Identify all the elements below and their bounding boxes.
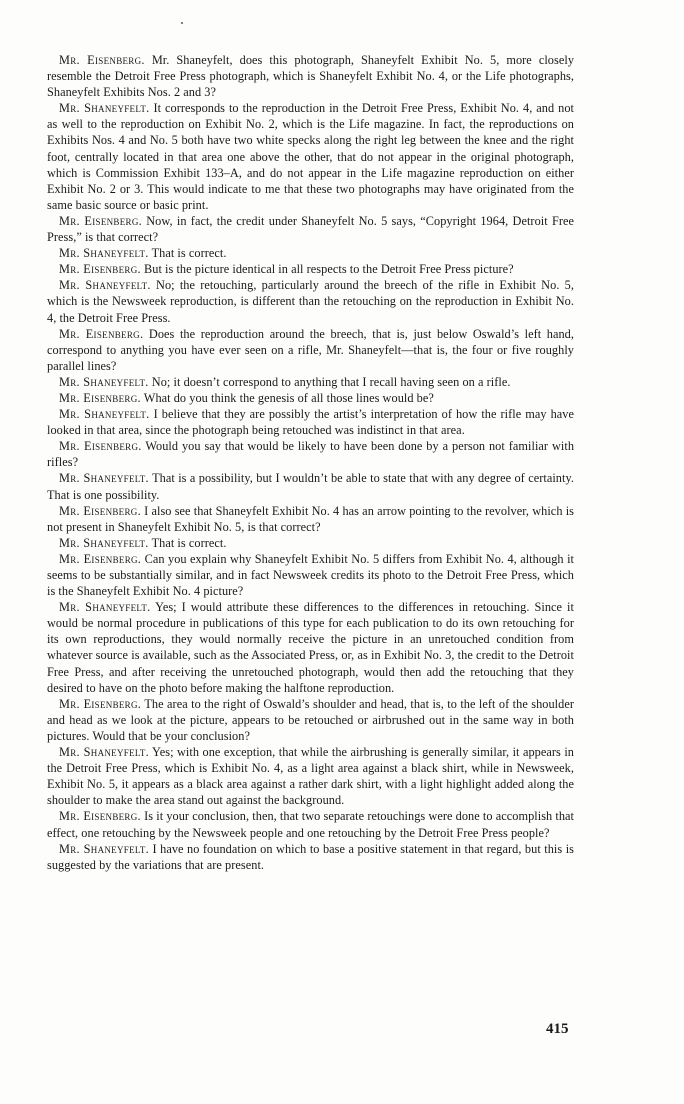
- speaker-name: Mr. Shaneyfelt.: [59, 535, 149, 550]
- paragraph-text: That is correct.: [151, 246, 227, 261]
- speaker-name: Mr. Eisenberg.: [59, 503, 141, 518]
- testimony-paragraph: [47, 535, 574, 551]
- paragraph-text: Is it your conclusion, then, that two separate retouchings were done to accomplish that effect, one retouching by the Newsweek people and one retouching by the Detroit Free Press people?: [47, 809, 575, 840]
- paragraph-text: But is the picture identical in all respects to the Detroit Free Press picture?: [144, 262, 514, 277]
- paragraph-text: Can you explain why Shaneyfelt Exhibit No. 5 differs from Exhibit No. 4, although it seems to be substantially similar, and in fact Newsweek credits its photo to the Detroit Free Press, which is the Shaneyfelt Exhibit No. 4 picture?: [47, 551, 574, 599]
- testimony-paragraph: [47, 277, 574, 325]
- speaker-name: Mr. Eisenberg.: [59, 326, 144, 341]
- paragraph-text: I believe that they are possibly the artist’s interpretation of how the rifle may have looked in that area, since the photograph being retouched was indistinct in that area.: [47, 407, 575, 438]
- speaker-name: Mr. Shaneyfelt.: [59, 407, 150, 422]
- paragraph-text: It corresponds to the reproduction in the Detroit Free Press, Exhibit No. 4, and not as well to the reproduction on Exhibit No. 2, which is the Life magazine. In fact, the reproductions on Exhibits Nos. 4 and No. 5 both have two white specks along the right leg between the knee and the right foot, centrally located in that area one above the other, that do not appear in the original photograph, which is Commission Exhibit 133–A, and do not appear in the Life magazine reproduction on either Exhibit No. 2 or 3. This would indicate to me that these two photographs may have originated from the same basic source or basic print.: [47, 101, 574, 212]
- paragraph-text: I also see that Shaneyfelt Exhibit No. 4 has an arrow pointing to the revolver, which is not present in Shaneyfelt Exhibit No. 5, is that correct?: [47, 503, 575, 534]
- testimony-paragraph: [47, 696, 574, 744]
- speaker-name: Mr. Shaneyfelt.: [59, 600, 151, 615]
- testimony-paragraph: [47, 100, 574, 213]
- speaker-name: Mr. Eisenberg.: [59, 551, 142, 566]
- speaker-name: Mr. Eisenberg.: [59, 390, 141, 405]
- testimony-paragraph: [47, 213, 574, 245]
- paragraph-text: Mr. Shaneyfelt, does this photograph, Shaneyfelt Exhibit No. 5, more closely resemble the Detroit Free Press photograph, which is Shaneyfelt Exhibit No. 4, or the Life photographs, Shaneyfelt Exhibits Nos. 2 and 3?: [47, 53, 575, 100]
- speaker-name: Mr. Eisenberg.: [59, 53, 145, 67]
- speaker-name: Mr. Shaneyfelt.: [59, 101, 150, 116]
- testimony-paragraph: [47, 808, 574, 840]
- paragraph-text: That is correct.: [151, 535, 227, 550]
- testimony-paragraph: [47, 52, 574, 100]
- testimony-paragraph: [47, 841, 574, 873]
- testimony-paragraph: [47, 503, 574, 535]
- testimony-paragraph: [47, 470, 574, 502]
- paragraph-text: Yes; I would attribute these differences to the differences in retouching. Since it would be normal procedure in publications of this type for each publication to do its own retouching for its own reproductions, they would normally receive the picture in an unretouched condition from whatever source is available, such as the Associated Press, or, as in Exhibit No. 3, the credit to the Detroit Free Press, and after receiving the unretouched photograph, would then add the retouching that they desired to have on the photo before making the halftone reproduction.: [47, 600, 574, 695]
- speaker-name: Mr. Eisenberg.: [59, 213, 142, 228]
- paragraph-text: That is a possibility, but I wouldn’t be able to state that with any degree of certainty. That is one possibility.: [47, 471, 574, 502]
- testimony-paragraph: [47, 245, 574, 261]
- speaker-name: Mr. Shaneyfelt.: [59, 745, 150, 760]
- paragraph-text: I have no foundation on which to base a positive statement in that regard, but this is suggested by the variations that are present.: [47, 841, 575, 872]
- paragraph-text: Now, in fact, the credit under Shaneyfelt No. 5 says, “Copyright 1964, Detroit Free Press,” is that correct?: [47, 213, 574, 245]
- paragraph-text: Yes; with one exception, that while the airbrushing is generally similar, it appears in the Detroit Free Press, which is Exhibit No. 4, as a light area against a black shirt, while in Newsweek, Exhibit No. 5, it appears as a black area against a rather dark shirt, with a light highlight added along the shoulder to make the area stand out against the background.: [47, 745, 574, 808]
- testimony-paragraph: [47, 406, 574, 438]
- speaker-name: Mr. Eisenberg.: [59, 696, 142, 711]
- page-number: 415: [546, 1021, 569, 1037]
- paragraph-text: Would you say that would be likely to have been done by a person not familiar with rifles?: [47, 439, 575, 470]
- paragraph-text: Does the reproduction around the breech, that is, just below Oswald’s left hand, correspond to anything you have ever seen on a rifle, Mr. Shaneyfelt—that is, the four or five roughly parallel lines?: [47, 326, 574, 373]
- testimony-text: [47, 52, 574, 873]
- scan-speck: [181, 22, 183, 24]
- paragraph-text: The area to the right of Oswald’s shoulder and head, that is, to the left of the shoulder and head as we look at the picture, appears to be retouched or airbrushed out in the same way in both pictures. Would that be your conclusion?: [47, 696, 575, 743]
- testimony-paragraph: [47, 326, 574, 374]
- paragraph-text: No; the retouching, particularly around the breech of the rifle in Exhibit No. 5, which is the Newsweek reproduction, is different than the retouching on the reproduction in Exhibit No. 4, the Detroit Free Press.: [47, 278, 574, 325]
- testimony-paragraph: [47, 390, 574, 406]
- testimony-paragraph: [47, 551, 574, 599]
- speaker-name: Mr. Shaneyfelt.: [59, 374, 149, 389]
- speaker-name: Mr. Eisenberg.: [59, 809, 141, 824]
- paragraph-text: What do you think the genesis of all those lines would be?: [143, 390, 434, 405]
- testimony-paragraph: [47, 744, 574, 808]
- speaker-name: Mr. Shaneyfelt.: [59, 841, 150, 856]
- testimony-paragraph: [47, 599, 574, 696]
- testimony-paragraph: [47, 374, 574, 390]
- speaker-name: Mr. Eisenberg.: [59, 439, 142, 454]
- testimony-paragraph: [47, 261, 574, 277]
- testimony-paragraph: [47, 438, 574, 470]
- speaker-name: Mr. Shaneyfelt.: [59, 246, 149, 261]
- speaker-name: Mr. Shaneyfelt.: [59, 278, 151, 293]
- paragraph-text: No; it doesn’t correspond to anything that I recall having seen on a rifle.: [151, 374, 511, 389]
- speaker-name: Mr. Eisenberg.: [59, 262, 141, 277]
- speaker-name: Mr. Shaneyfelt.: [59, 471, 149, 486]
